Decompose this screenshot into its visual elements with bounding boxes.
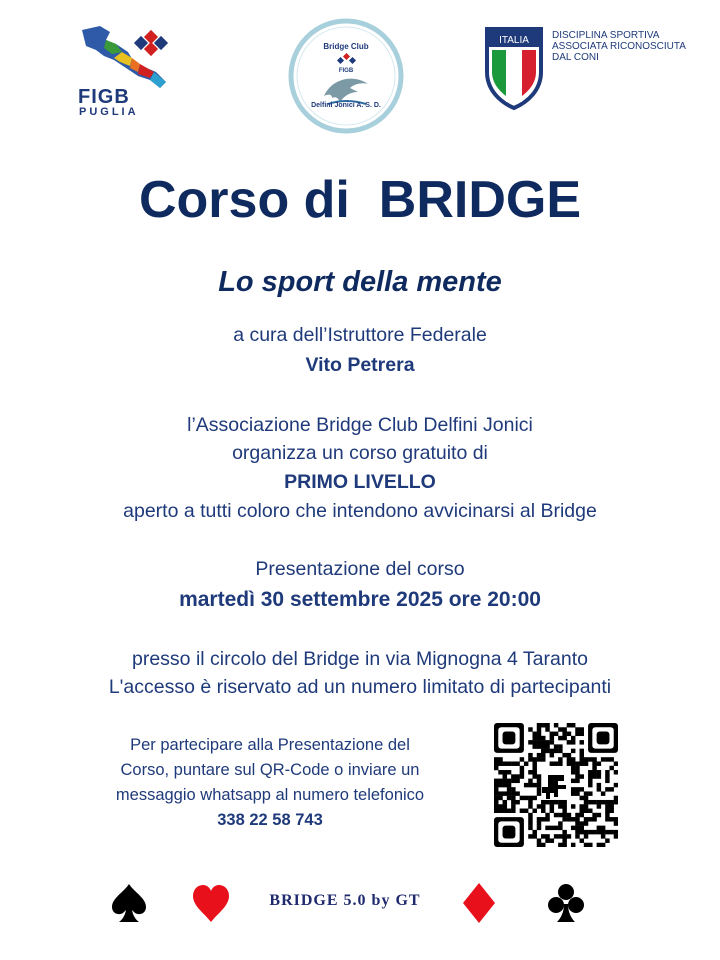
instructor-name: Vito Petrera: [305, 354, 415, 376]
contact-phone: 338 22 58 743: [217, 811, 323, 829]
location-line: presso il circolo del Bridge in via Mignogna 4 Taranto: [132, 648, 588, 670]
italia-shield-icon: [484, 26, 544, 110]
figb-puglia-logo: [70, 22, 180, 122]
contact-instructions: [70, 733, 470, 833]
figb-logo-name: FIGB: [78, 86, 130, 108]
presentation-label: Presentazione del corso: [255, 558, 465, 580]
association-line: l’Associazione Bridge Club Delfini Jonici: [187, 414, 533, 436]
contact-line-2: Corso, puntare sul QR-Code o inviare un: [120, 761, 420, 779]
coni-line-1: DISCIPLINA SPORTIVA: [552, 30, 660, 41]
club-logo-bottom-text: Delfini Jonici A. S. D.: [311, 102, 381, 109]
puglia-map-icon: [70, 22, 180, 92]
qr-code[interactable]: [494, 723, 618, 847]
open-to-line: aperto a tutti coloro che intendono avvicinarsi al Bridge: [123, 500, 597, 522]
diamond-icon: [456, 880, 502, 926]
figb-logo-region: PUGLIA: [79, 106, 139, 118]
club-logo-figb-text: FIGB: [338, 68, 354, 74]
qr-code-icon: [494, 723, 618, 847]
club-icon: [543, 880, 589, 926]
instructor-intro: a cura dell’Istruttore Federale: [233, 324, 487, 346]
course-level: PRIMO LIVELLO: [284, 471, 436, 493]
italia-coni-shield-logo: [484, 26, 544, 110]
organizes-line: organizza un corso gratuito di: [232, 442, 488, 464]
italia-badge-text: ITALIA: [499, 35, 529, 46]
page-subtitle: Lo sport della mente: [218, 266, 502, 298]
bridge-club-delfini-jonici-logo: [288, 18, 404, 134]
coni-recognition-text: [552, 30, 712, 63]
coni-line-3: DAL CONI: [552, 52, 599, 63]
club-logo-top-text: Bridge Club: [323, 42, 369, 51]
coni-line-2: ASSOCIATA RICONOSCIUTA: [552, 41, 686, 52]
heart-icon: [188, 880, 234, 926]
spade-icon: [106, 880, 152, 926]
contact-line-1: Per partecipare alla Presentazione del: [130, 736, 410, 754]
club-seal-icon: [288, 18, 404, 134]
contact-line-3: messaggio whatsapp al numero telefonico: [115, 786, 425, 804]
brand-footer-text: BRIDGE 5.0 by GT: [269, 892, 421, 909]
access-note: L'accesso è riservato ad un numero limitato di partecipanti: [108, 676, 612, 698]
page-title: Corso di BRIDGE: [138, 171, 582, 229]
presentation-datetime: martedì 30 settembre 2025 ore 20:00: [179, 588, 541, 611]
